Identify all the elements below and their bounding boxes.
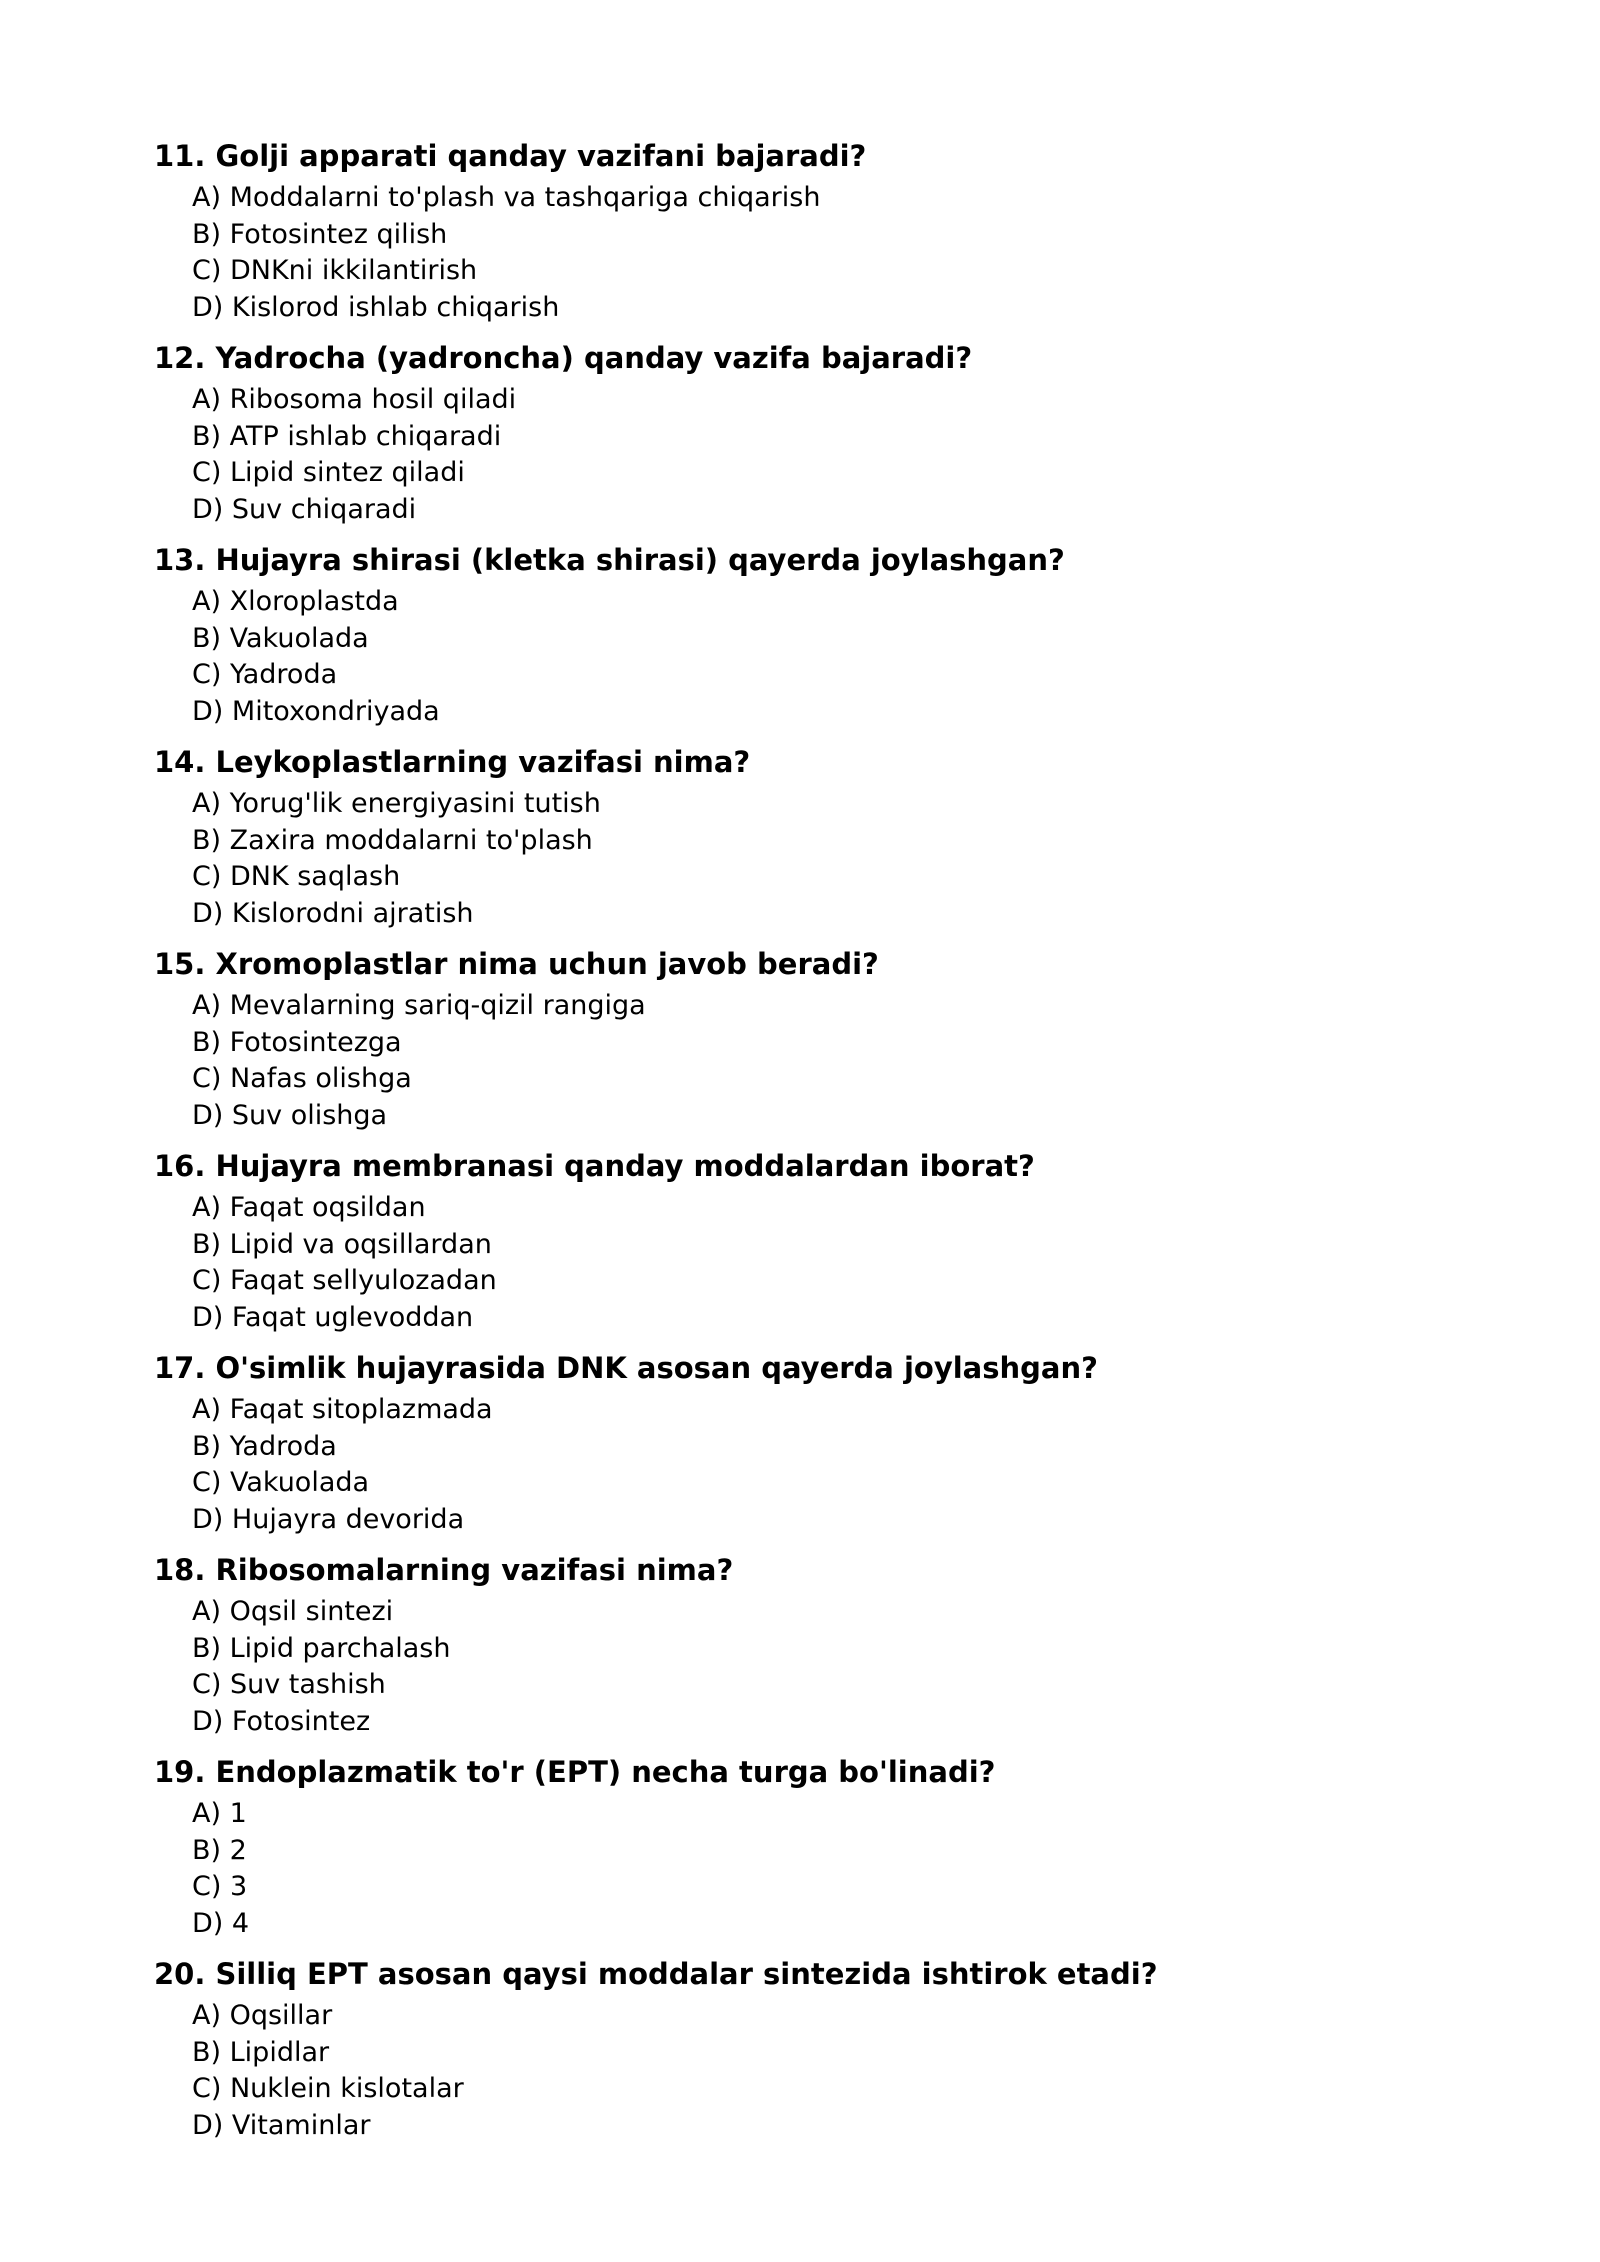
- answer-options: [154, 382, 1454, 528]
- answer-option-b: B) Lipid parchalash: [192, 1632, 451, 1664]
- answer-option-d: D) Vitaminlar: [192, 2109, 371, 2141]
- question-18: [154, 1550, 1454, 1752]
- answer-option-c: C) Vakuolada: [192, 1467, 370, 1498]
- answer-options: [154, 180, 1454, 326]
- answer-option-a: A) Oqsillar: [192, 2000, 333, 2031]
- answer-option-a: A) 1: [192, 1798, 247, 1829]
- question-title: 15. Xromoplastlar nima uchun javob beradi?: [154, 947, 879, 981]
- answer-option-b: B) Lipidlar: [192, 2036, 330, 2068]
- answer-option-a: A) Faqat oqsildan: [192, 1192, 426, 1223]
- question-title: 11. Golji apparati qanday vazifani bajaradi?: [154, 139, 867, 173]
- answer-option-a: A) Ribosoma hosil qiladi: [192, 384, 517, 415]
- question-title: 20. Silliq EPT asosan qaysi moddalar sintezida ishtirok etadi?: [154, 1957, 1158, 1991]
- answer-option-c: C) Nafas olishga: [192, 1063, 412, 1094]
- answer-option-d: D) Fotosintez: [192, 1705, 371, 1737]
- question-20: [154, 1954, 1454, 2156]
- answer-options: [154, 1392, 1454, 1538]
- question-16: [154, 1146, 1454, 1348]
- answer-option-c: C) Nuklein kislotalar: [192, 2073, 464, 2104]
- answer-option-c: C) 3: [192, 1871, 248, 1902]
- answer-option-b: B) Zaxira moddalarni to'plash: [192, 824, 593, 856]
- answer-options: [154, 1796, 1454, 1942]
- answer-option-b: B) Vakuolada: [192, 622, 369, 654]
- answer-option-a: A) Moddalarni to'plash va tashqariga chiqarish: [192, 182, 821, 213]
- answer-option-a: A) Oqsil sintezi: [192, 1596, 394, 1627]
- answer-option-b: B) Lipid va oqsillardan: [192, 1228, 492, 1260]
- answer-option-d: D) 4: [192, 1907, 250, 1939]
- answer-option-b: B) Fotosintez qilish: [192, 218, 448, 250]
- answer-option-b: B) Yadroda: [192, 1430, 337, 1462]
- question-17: [154, 1348, 1454, 1550]
- answer-option-d: D) Kislorod ishlab chiqarish: [192, 291, 560, 323]
- answer-option-b: B) 2: [192, 1834, 247, 1866]
- answer-option-c: C) Suv tashish: [192, 1669, 386, 1700]
- answer-option-a: A) Mevalarning sariq-qizil rangiga: [192, 990, 646, 1021]
- answer-options: [154, 988, 1454, 1134]
- answer-option-a: A) Yorug'lik energiyasini tutish: [192, 788, 601, 819]
- question-title: 19. Endoplazmatik to'r (EPT) necha turga bo'linadi?: [154, 1755, 996, 1789]
- answer-option-d: D) Mitoxondriyada: [192, 695, 440, 727]
- answer-options: [154, 1190, 1454, 1336]
- answer-option-c: C) Lipid sintez qiladi: [192, 457, 465, 488]
- question-12: [154, 338, 1454, 540]
- answer-option-d: D) Suv chiqaradi: [192, 493, 417, 525]
- answer-option-d: D) Kislorodni ajratish: [192, 897, 474, 929]
- answer-option-d: D) Faqat uglevoddan: [192, 1301, 474, 1333]
- answer-option-d: D) Hujayra devorida: [192, 1503, 465, 1535]
- answer-options: [154, 584, 1454, 730]
- answer-options: [154, 1998, 1454, 2144]
- answer-option-b: B) Fotosintezga: [192, 1026, 402, 1058]
- question-title: 18. Ribosomalarning vazifasi nima?: [154, 1553, 734, 1587]
- question-13: [154, 540, 1454, 742]
- answer-option-d: D) Suv olishga: [192, 1099, 388, 1131]
- question-19: [154, 1752, 1454, 1954]
- answer-option-a: A) Faqat sitoplazmada: [192, 1394, 493, 1425]
- question-title: 14. Leykoplastlarning vazifasi nima?: [154, 745, 751, 779]
- answer-options: [154, 786, 1454, 932]
- answer-option-a: A) Xloroplastda: [192, 586, 399, 617]
- answer-option-c: C) DNK saqlash: [192, 861, 401, 892]
- answer-option-b: B) ATP ishlab chiqaradi: [192, 420, 502, 452]
- question-14: [154, 742, 1454, 944]
- answer-options: [154, 1594, 1454, 1740]
- question-15: [154, 944, 1454, 1146]
- question-title: 12. Yadrocha (yadroncha) qanday vazifa bajaradi?: [154, 341, 973, 375]
- question-title: 13. Hujayra shirasi (kletka shirasi) qayerda joylashgan?: [154, 543, 1065, 577]
- answer-option-c: C) DNKni ikkilantirish: [192, 255, 478, 286]
- question-title: 16. Hujayra membranasi qanday moddalardan iborat?: [154, 1149, 1035, 1183]
- question-title: 17. O'simlik hujayrasida DNK asosan qayerda joylashgan?: [154, 1351, 1098, 1385]
- answer-option-c: C) Faqat sellyulozadan: [192, 1265, 497, 1296]
- quiz-page: [154, 136, 1454, 2156]
- question-11: [154, 136, 1454, 338]
- answer-option-c: C) Yadroda: [192, 659, 338, 690]
